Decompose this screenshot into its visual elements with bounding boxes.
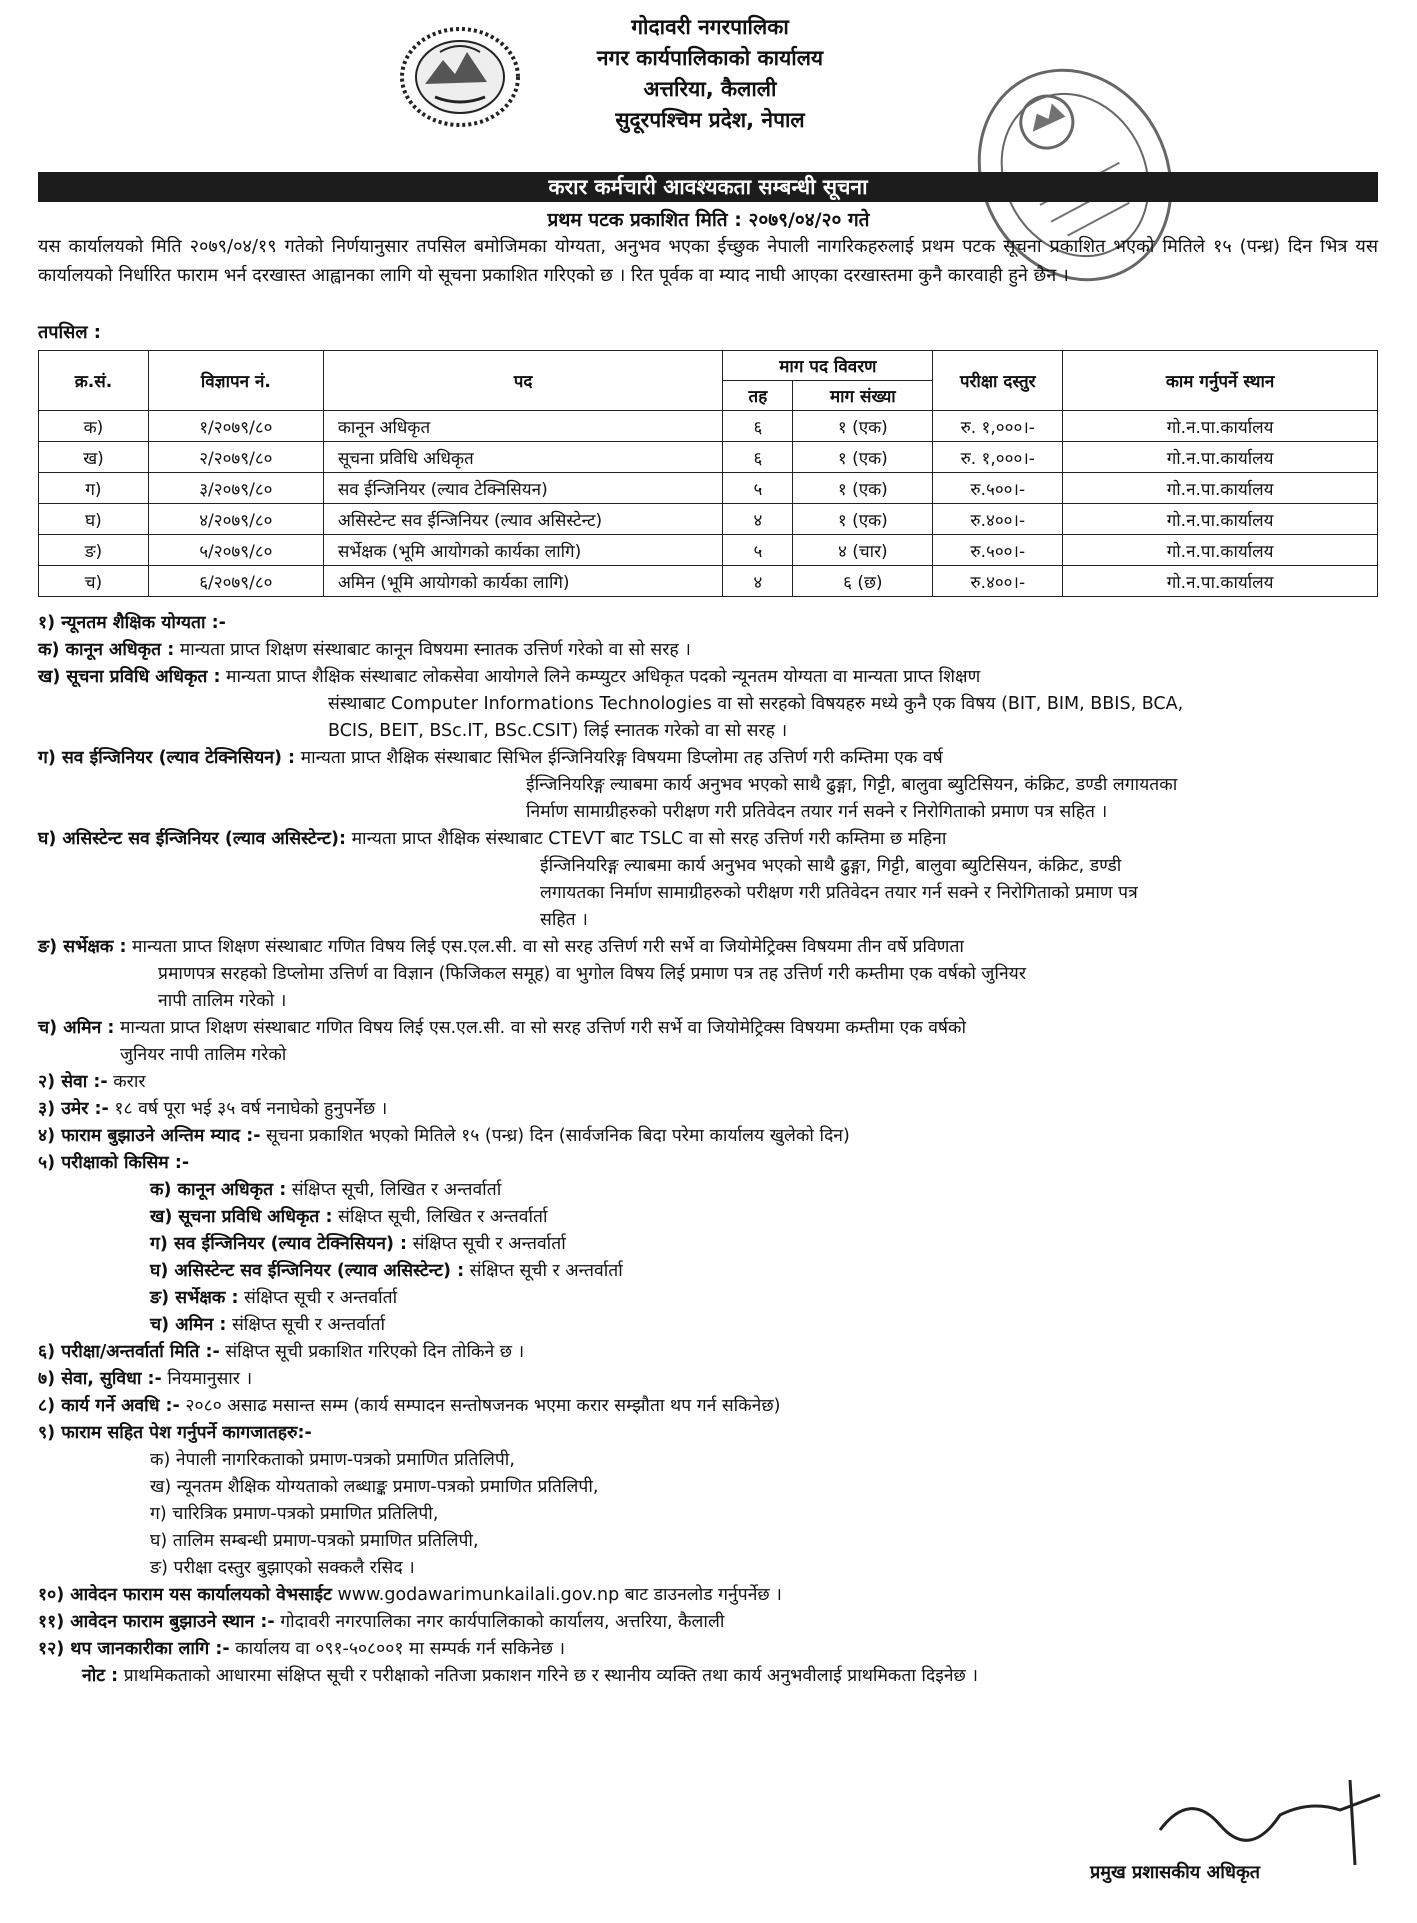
col-level: तह [723,381,793,411]
qualification-c-label: ग) सव ईन्जिनियर (ल्याव टेक्निसियन) : [38,748,296,768]
notice-title-banner: करार कर्मचारी आवश्यकता सम्बन्धी सूचना [38,172,1378,202]
col-place: काम गर्नुपर्ने स्थान [1063,351,1378,411]
col-adv-no: विज्ञापन नं. [148,351,323,411]
section-age-label: ३) उमेर :- [38,1099,109,1119]
cell-level: ६ [723,411,793,442]
exam-type-label: ख) सूचना प्रविधि अधिकृत : [150,1207,333,1227]
cell-count: १ (एक) [793,442,933,473]
cell-place: गो.न.पा.कार्यालय [1063,504,1378,535]
section-exam-date [38,1339,1383,1366]
exam-type-label: क) कानून अधिकृत : [150,1180,287,1200]
section-service-label: २) सेवा :- [38,1072,108,1092]
cell-fee: रु. १,०००।- [933,411,1063,442]
qualification-c [38,745,1383,772]
section-contact-text: कार्यालय वा ०९१-५०८००१ मा सम्पर्क गर्न सकिनेछ । [235,1639,566,1659]
qualification-f-text-2: जुनियर नापी तालिम गरेको [120,1045,287,1065]
section-work-period-text: २०८० असाढ मसान्त सम्म (कार्य सम्पादन सन्तोषजनक भएमा करार सम्झौता थप गर्न सकिनेछ) [185,1396,781,1416]
cell-sn: च) [39,566,149,597]
province-name: सुदूरपश्चिम प्रदेश, नेपाल [615,108,805,132]
cell-fee: रु. १,०००।- [933,442,1063,473]
document-item: ग) चारित्रिक प्रमाण-पत्रको प्रमाणित प्रतिलिपी, [150,1504,439,1524]
cell-adv: २/२०७९/८० [148,442,323,473]
qualification-a-text: मान्यता प्राप्त शिक्षण संस्थाबाट कानून विषयमा स्नातक उत्तिर्ण गरेको वा सो सरह । [179,640,691,660]
section-contact [38,1636,1383,1663]
section-age-text: १८ वर्ष पूरा भई ३५ वर्ष ननाघेको हुनुपर्नेछ । [114,1099,388,1119]
section-facility [38,1366,1383,1393]
cell-sn: क) [39,411,149,442]
qualification-a [38,637,1383,664]
website-link[interactable]: www.godawarimunkailali.gov.np बाट डाउनलोड गर्नुपर्नेछ । [337,1585,782,1605]
exam-type-text: संक्षिप्त सूची र अन्तर्वार्ता [231,1315,386,1335]
qualification-e-text-2: प्रमाणपत्र सरहको डिप्लोमा उत्तिर्ण वा विज्ञान (फिजिकल समूह) वा भुगोल विषय लिई प्रमाण पत्र तह उत्तिर्ण गरी कम्तीमा एक वर्षको जुनियर [158,964,1026,984]
office-location: अत्तरिया, कैलाली [643,77,777,101]
note-text: प्राथमिकताको आधारमा संक्षिप्त सूची र परीक्षाको नतिजा प्रकाशन गरिने छ र स्थानीय व्यक्ति तथा कार्य अनुभवीलाई प्राथमिकता दिइनेछ । [123,1666,979,1686]
cell-count: १ (एक) [793,411,933,442]
exam-type-label: ग) सव ईन्जिनियर (ल्याव टेक्निसियन) : [150,1234,408,1254]
cell-count: १ (एक) [793,473,933,504]
section-documents: ९) फाराम सहित पेश गर्नुपर्ने कागजातहरु:- [38,1423,312,1443]
table-row [39,442,1378,473]
cell-adv: १/२०७९/८० [148,411,323,442]
table-row [39,566,1378,597]
qualification-c-text-3: निर्माण सामाग्रीहरुको परीक्षण गरी प्रतिवेदन तयार गर्न सक्ने र निरोगिताको प्रमाण पत्र सहित । [526,802,1108,822]
qualification-c-text-2: ईन्जिनियरिङ्ग ल्याबमा कार्य अनुभव भएको साथै ढुङ्गा, गिट्टी, बालुवा ब्युटिसियन, कंक्रिट, डण्डी लगायतका [526,775,1178,795]
section-download [38,1582,1383,1609]
cell-fee: रु.४००।- [933,566,1063,597]
cell-count: १ (एक) [793,504,933,535]
cell-sn: ग) [39,473,149,504]
exam-type-item [38,1231,1383,1258]
section-work-period [38,1393,1383,1420]
qualification-b-text-3: BCIS, BEIT, BSc.IT, BSc.CSIT) लिई स्नातक गरेको वा सो सरह । [328,721,788,741]
table-row [39,473,1378,504]
col-sn: क्र.सं. [39,351,149,411]
intro-paragraph: यस कार्यालयको मिति २०७९/०४/१९ गतेको निर्णयानुसार तपसिल बमोजिमका योग्यता, अनुभव भएका ईच्छुक नेपाली नागरिकहरुलाई प्रथम पटक सूचना प्रकाशित भएको मितिले १५ (पन्ध्र) दिन भित्र यस कार्यालयको निर्धारित फाराम भर्न दरखास्त आह्वानका लागि यो सूचना प्रकाशित गरिएको छ । रित पूर्वक वा म्याद नाघी आएका दरखास्तमा कुनै कारवाही हुने छैन । [38,236,1378,286]
qualification-e-text-3: नापी तालिम गरेको । [158,991,287,1011]
cell-adv: ३/२०७९/८० [148,473,323,504]
section-age [38,1096,1383,1123]
exam-type-item [38,1258,1383,1285]
exam-type-text: संक्षिप्त सूची र अन्तर्वार्ता [469,1261,623,1281]
qualification-b-text-2: संस्थाबाट Computer Informations Technologies वा सो सरहको विषयहरु मध्ये कुनै एक विषय (BIT, BIM, BBIS, BCA, [328,694,1184,714]
qualification-f-text-1: मान्यता प्राप्त शिक्षण संस्थाबाट गणित विषय लिई एस.एल.सी. वा सो सरह उत्तिर्ण गरी सर्भे वा जियोमेट्रिक्स विषयमा कम्तीमा एक वर्षको [119,1018,967,1038]
cell-level: ४ [723,504,793,535]
qualification-f [38,1015,1383,1042]
col-fee: परीक्षा दस्तुर [933,351,1063,411]
vacancy-table [38,350,1378,597]
cell-level: ५ [723,473,793,504]
section-submit-place [38,1609,1383,1636]
note [38,1663,1383,1690]
qualification-e-text-1: मान्यता प्राप्त शिक्षण संस्थाबाट गणित विषय लिई एस.एल.सी. वा सो सरह उत्तिर्ण गरी सर्भे वा जियोमेट्रिक्स विषयमा तीन वर्षे प्रविणता [132,937,964,957]
cell-sn: घ) [39,504,149,535]
section-facility-text: नियमानुसार । [167,1369,253,1389]
cell-count: ६ (छ) [793,566,933,597]
cell-count: ४ (चार) [793,535,933,566]
section-service-text: करार [113,1072,146,1092]
exam-type-text: संक्षिप्त सूची, लिखित र अन्तर्वार्ता [338,1207,548,1227]
cell-place: गो.न.पा.कार्यालय [1063,535,1378,566]
cell-place: गो.न.पा.कार्यालय [1063,411,1378,442]
section-contact-label: १२) थप जानकारीका लागि :- [38,1639,230,1659]
signature-mark-icon [1150,1770,1390,1870]
exam-type-label: च) अमिन : [150,1315,227,1335]
cell-adv: ५/२०७९/८० [148,535,323,566]
cell-post: सर्भेक्षक (भूमि आयोगको कार्यका लागि) [323,535,723,566]
section-deadline [38,1123,1383,1150]
municipality-name: गोदावरी नगरपालिका [631,15,789,39]
cell-place: गो.न.पा.कार्यालय [1063,473,1378,504]
section-work-period-label: ८) कार्य गर्ने अवधि :- [38,1396,180,1416]
table-row [39,535,1378,566]
document-item: क) नेपाली नागरिकताको प्रमाण-पत्रको प्रमाणित प्रतिलिपी, [150,1450,515,1470]
section-facility-label: ७) सेवा, सुविधा :- [38,1369,162,1389]
qualification-e [38,934,1383,961]
document-item: ख) न्यूनतम शैक्षिक योग्यताको लब्धाङ्क प्रमाण-पत्रको प्रमाणित प्रतिलिपी, [150,1477,599,1497]
exam-type-label: ङ) सर्भेक्षक : [150,1288,239,1308]
col-post: पद [323,351,723,411]
section-service [38,1069,1383,1096]
document-item: ङ) परीक्षा दस्तुर बुझाएको सक्कलै रसिद । [150,1558,415,1578]
section-download-label: १०) आवेदन फाराम यस कार्यालयको वेभसाईट [38,1585,332,1605]
exam-type-text: संक्षिप्त सूची र अन्तर्वार्ता [412,1234,566,1254]
cell-post: अमिन (भूमि आयोगको कार्यका लागि) [323,566,723,597]
exam-type-text: संक्षिप्त सूची, लिखित र अन्तर्वार्ता [291,1180,502,1200]
qualification-d-label: घ) असिस्टेन्ट सव ईन्जिनियर (ल्याव असिस्टेन्ट): [38,829,346,849]
notice-body [38,610,1383,1690]
section-exam-date-text: संक्षिप्त सूची प्रकाशित गरिएको दिन तोकिने छ । [225,1342,525,1362]
cell-level: ४ [723,566,793,597]
exam-type-item [38,1204,1383,1231]
qualification-a-label: क) कानून अधिकृत : [38,640,175,660]
office-name: नगर कार्यपालिकाको कार्यालय [596,46,824,70]
cell-sn: ङ) [39,535,149,566]
section-exam-type: ५) परीक्षाको किसिम :- [38,1153,190,1173]
qualification-b [38,664,1383,691]
cell-adv: ६/२०७९/८० [148,566,323,597]
qualification-heading: १) न्यूनतम शैक्षिक योग्यता :- [38,613,226,633]
section-submit-place-label: ११) आवेदन फाराम बुझाउने स्थान :- [38,1612,275,1632]
exam-type-text: संक्षिप्त सूची र अन्तर्वार्ता [244,1288,398,1308]
publication-date: प्रथम पटक प्रकाशित मिति : २०७९/०४/२० गते [547,209,870,231]
exam-type-item [38,1285,1383,1312]
cell-place: गो.न.पा.कार्यालय [1063,442,1378,473]
qualification-f-label: च) अमिन : [38,1018,115,1038]
col-demand: माग पद विवरण [723,351,933,381]
cell-level: ५ [723,535,793,566]
details-label: तपसिल : [38,322,101,343]
qualification-b-text-1: मान्यता प्राप्त शैक्षिक संस्थाबाट लोकसेवा आयोगले लिने कम्प्युटर अधिकृत पदको न्यूनतम योग्यता वा मान्यता प्राप्त शिक्षण [226,667,981,687]
qualification-d-text-2: ईन्जिनियरिङ्ग ल्याबमा कार्य अनुभव भएको साथै ढुङ्गा, गिट्टी, बालुवा ब्युटिसियन, कंक्रिट, डण्डी [540,856,1122,876]
signatory-title: प्रमुख प्रशासकीय अधिकृत [1090,1862,1261,1883]
cell-fee: रु.५००।- [933,535,1063,566]
section-deadline-text: सूचना प्रकाशित भएको मितिले १५ (पन्ध्र) दिन (सार्वजनिक बिदा परेमा कार्यालय खुलेको दिन) [266,1126,850,1146]
section-submit-place-text: गोदावरी नगरपालिका नगर कार्यपालिकाको कार्यालय, अत्तरिया, कैलाली [280,1612,725,1632]
cell-post: सव ईन्जिनियर (ल्याव टेक्निसियन) [323,473,723,504]
section-exam-date-label: ६) परीक्षा/अन्तर्वार्ता मिति :- [38,1342,220,1362]
document-item: घ) तालिम सम्बन्धी प्रमाण-पत्रको प्रमाणित प्रतिलिपी, [150,1531,479,1551]
qualification-b-label: ख) सूचना प्रविधि अधिकृत : [38,667,221,687]
section-deadline-label: ४) फाराम बुझाउने अन्तिम म्याद :- [38,1126,261,1146]
col-count: माग संख्या [793,381,933,411]
qualification-e-label: ङ) सर्भेक्षक : [38,937,127,957]
cell-post: कानून अधिकृत [323,411,723,442]
qualification-d-text-1: मान्यता प्राप्त शैक्षिक संस्थाबाट CTEVT बाट TSLC वा सो सरह उत्तिर्ण गरी कम्तिमा छ महिना [351,829,947,849]
note-label: नोट : [82,1666,119,1686]
exam-type-item [38,1312,1383,1339]
exam-type-item [38,1177,1383,1204]
table-row [39,504,1378,535]
qualification-c-text-1: मान्यता प्राप्त शैक्षिक संस्थाबाट सिभिल ईन्जिनियरिङ्ग विषयमा डिप्लोमा तह उत्तिर्ण गरी कम्तिमा एक वर्ष [300,748,943,768]
qualification-d [38,826,1383,853]
cell-place: गो.न.पा.कार्यालय [1063,566,1378,597]
qualification-d-text-3: लगायतका निर्माण सामाग्रीहरुको परीक्षण गरी प्रतिवेदन तयार गर्न सक्ने र निरोगिताको प्रमाण पत्र [540,883,1138,903]
cell-post: असिस्टेन्ट सव ईन्जिनियर (ल्याव असिस्टेन्ट) [323,504,723,535]
office-header [500,12,920,136]
cell-adv: ४/२०७९/८० [148,504,323,535]
cell-level: ६ [723,442,793,473]
cell-fee: रु.५००।- [933,473,1063,504]
cell-sn: ख) [39,442,149,473]
cell-fee: रु.४००।- [933,504,1063,535]
exam-type-label: घ) असिस्टेन्ट सव ईन्जिनियर (ल्याव असिस्टेन्ट) : [150,1261,465,1281]
qualification-d-text-4: सहित । [540,910,588,930]
table-row [39,411,1378,442]
cell-post: सूचना प्रविधि अधिकृत [323,442,723,473]
